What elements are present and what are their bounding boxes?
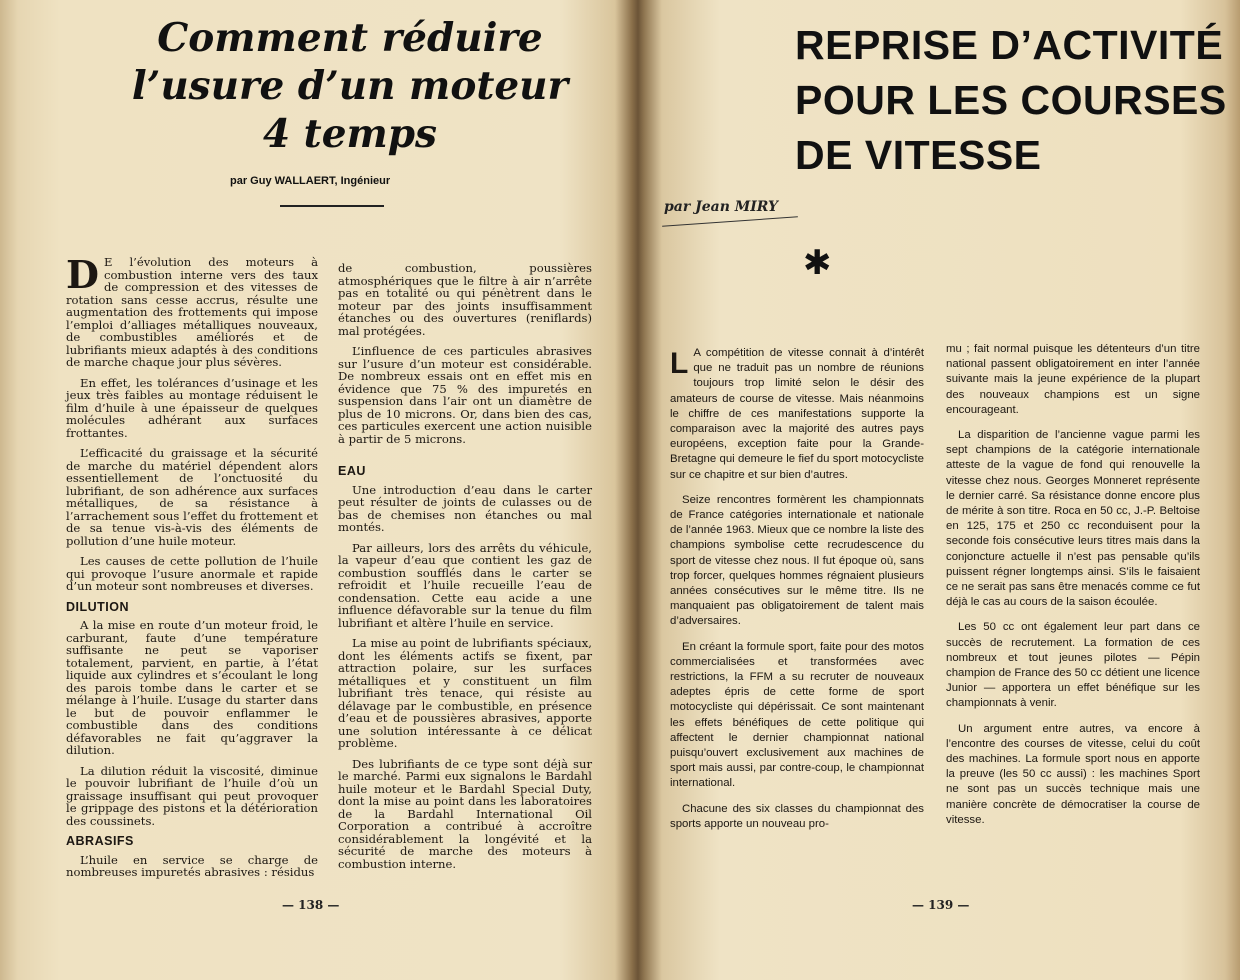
left-article-byline: par Guy WALLAERT, Ingénieur [230,175,391,187]
paragraph: Les 50 cc ont également leur part dans ce succès de recrutement. La formation de ces nombreux et tout jeunes pilotes — Pépin champion de France des 50 cc détient une licence Junior — apportera un effet bénéfique sur les championnats à venir. [946,621,1200,710]
paragraph: Par ailleurs, lors des arrêts du véhicule, la vapeur d’eau que contient les gaz de combustion soufflés dans le carter se refroidit et l’huile recueille l’eau de condensation. Cette eau acide a une influence défavorable sur la tenue du film lubrifiant et altère l’huile en service. [338,540,592,630]
page-number-right: — 139 — [912,898,970,912]
paragraph: Les causes de cette pollution de l’huile qui provoque l’usure anormale et rapide d’un moteur sont nombreuses et diverses. [66,554,318,593]
byline-underline [662,216,798,226]
paragraph: L’huile en service se charge de nombreuses impuretés abrasives : résidus [66,852,318,879]
section-heading-dilution: DILUTION [66,599,130,614]
paragraph: Un argument entre autres, va encore à l’encontre des courses de vitesse, celui du coût des machines. La formule sport nous en apporte la preuve (les 50 cc aussi) : les machines Sport ne sont pas un succès technique mais une manière concrète de démocratiser la course de vitesse. [946,722,1200,826]
section-heading-eau: EAU [338,464,366,478]
left-article-title: Comment réduire l’usure d’un moteur 4 temps [131,15,569,157]
title-line-1: REPRISE D’ACTIVITÉ [795,22,1224,68]
right-page [640,0,1240,980]
paragraph: L’efficacité du graissage et la sécurité de marche du matériel dépendent alors essentiellement de l’onctuosité du lubrifiant, de son adhérence aux surfaces métalliques, de sa résistance à l’arrachement sous l’effet du frottement et de sa tenue vis-à-vis des éléments de pollution d’une huile moteur. [66,446,318,548]
drop-cap: D [66,252,99,297]
paragraph [670,346,924,483]
section-heading-abrasifs: ABRASIFS [66,834,134,848]
paragraph: En effet, les tolérances d’usinage et les jeux très faibles au montage réduisent le film d’huile à une épaisseur de quelques molécules adhérant aux surfaces frottantes. [66,375,318,440]
title-divider [280,205,384,207]
left-column-2 [338,262,592,878]
paragraph: mu ; fait normal puisque les détenteurs d’un titre national passent obligatoirement en inter l’année suivante mais la jeune expérience de la plupart des nouveaux champions est un signe encourageant. [946,343,1200,416]
intro-text: E l’évolution des moteurs à combustion interne vers des taux de compression et des vitesses de rotation sans cesse accrus, résulte une augmentation des frottements qui impose l’emploi d’alliages métalliques nouveaux, de combustibles améliorés et de lubrifiants mieux adaptés à des conditions de marche chaque jour plus sévères. [66,255,318,369]
paragraph: En créant la formule sport, faite pour des motos commercialisées et transformées avec restrictions, la FFM a su recruter de nouveaux adeptes épris de cette forme de sport motocycliste qui dépérissait. Ce sont maintenant les effets bénéfiques de cette politique qui affectent le dernier championnat national puisqu’ouvert exclusivement aux machines de sport mais aussi, par contre-coup, le championnat international. [670,640,924,790]
drop-cap: L [670,347,689,380]
right-article-byline: par Jean MIRY [664,199,779,215]
asterisk-ornament-icon: ✱ [803,243,832,283]
paragraph: L’influence de ces particules abrasives sur l’usure d’un moteur est considérable. De nombreux essais ont en effet mis en évidence que 75 % des impuretés en suspension dans l’air ont un diamètre de plus de 10 microns. Or, dans bien des cas, ces particules exercent une action nuisible à partir de 5 microns. [338,344,592,446]
paragraph: de combustion, poussières atmosphériques que le filtre à air n’arrête pas en totalité ou qui pénètrent dans le moteur par des joints insuffisamment étanches ou des ouvertures (reniflards) mal protégées. [338,261,592,338]
page-number-left: — 138 — [282,898,340,912]
title-line-2: POUR LES COURSES [795,77,1227,123]
right-column-2 [946,342,1200,838]
paragraph: La dilution réduit la viscosité, diminue le pouvoir lubrifiant de l’huile d’où un graissage insuffisant qui peut provoquer le grippage des pistons et la détérioration des coussinets. [66,763,318,828]
paragraph [66,252,318,369]
right-article-title [795,18,1235,183]
paragraph: Seize rencontres formèrent les championnats de France catégories internationale et nationale de l’année 1963. Mieux que ce nombre la liste des champions symbolise cette recrudescence du sport de vitesse chez nous. Il fut époque où, sans trop forcer, quelques hommes régnaient plusieurs années consécutives sur le même titre. Ils ne manquaient pas obligatoirement de talent mais d’adversaires. [670,493,924,628]
title-line-3: DE VITESSE [795,132,1042,178]
paragraph: Chacune des six classes du championnat des sports apporte un nouveau pro- [670,802,924,830]
paragraph: A la mise en route d’un moteur froid, le carburant, faute d’une température suffisante ne peut se vaporiser totalement, parvient, en partie, à l’état liquide aux cylindres et s’écoulant le long des parois tombe dans le carter et se mélange à l’huile. L’usage du starter dans le but de pouvoir enflammer le combustible dans des conditions défavorables ne fait qu’aggraver la dilution. [66,618,318,757]
paragraph: Des lubrifiants de ce type sont déjà sur le marché. Parmi eux signalons le Bardahl huile moteur et le Bardahl Special Duty, dont la mise au point dans les laboratoires de la Bardahl International Oil Corporation a contribué à accroître considérablement la longévité et la sécurité de marche des moteurs à combustion interne. [338,756,592,871]
left-column-1 [66,252,318,887]
paragraph: La disparition de l’ancienne vague parmi les sept champions de la catégorie internationale atteste de la vague de fond qui renouvelle la vitesse chez nous. Georges Monneret représente le dernier carré. Sa résistance donne encore plus de mérite à son titre. Roca en 50 cc, J.-P. Beltoise en 125, 175 et 250 cc reconduisent pour la seconde fois consécutive leurs titres mais dans la conjoncture actuelle il n’est pas pensable qu’ils puissent régner longtemps ainsi. S’ils le faisaient ce ne serait pas sans être menacés comme ce fut déjà le cas au cours de la saison écoulée. [946,429,1200,609]
paragraph: Une introduction d’eau dans le carter peut résulter de joints de culasses ou de bas de chemises non étanches ou mal montés. [338,482,592,534]
intro-text: A compétition de vitesse connait à d’intérêt que ne traduit pas un nombre de réunions toujours trop limité selon le désir des amateurs de course de vitesse. Mais néanmoins le chiffre de ces manifestations supporte la comparaison avec la majorité des autres pays européens, exception faite pour la Grande-Bretagne qui demeure le fief du sport motocycliste sur ce chapitre et sur bien d’autres. [670,347,924,481]
right-column-1 [670,346,924,842]
paragraph: La mise au point de lubrifiants spéciaux, dont les éléments actifs se fixent, par attraction polaire, sur les surfaces métalliques et y constituent un film lubrifiant très tenace, qui résiste au délavage par le combustible, en présence d’eau et de poussières abrasives, apporte une solution intéressante à ce délicat problème. [338,636,592,750]
